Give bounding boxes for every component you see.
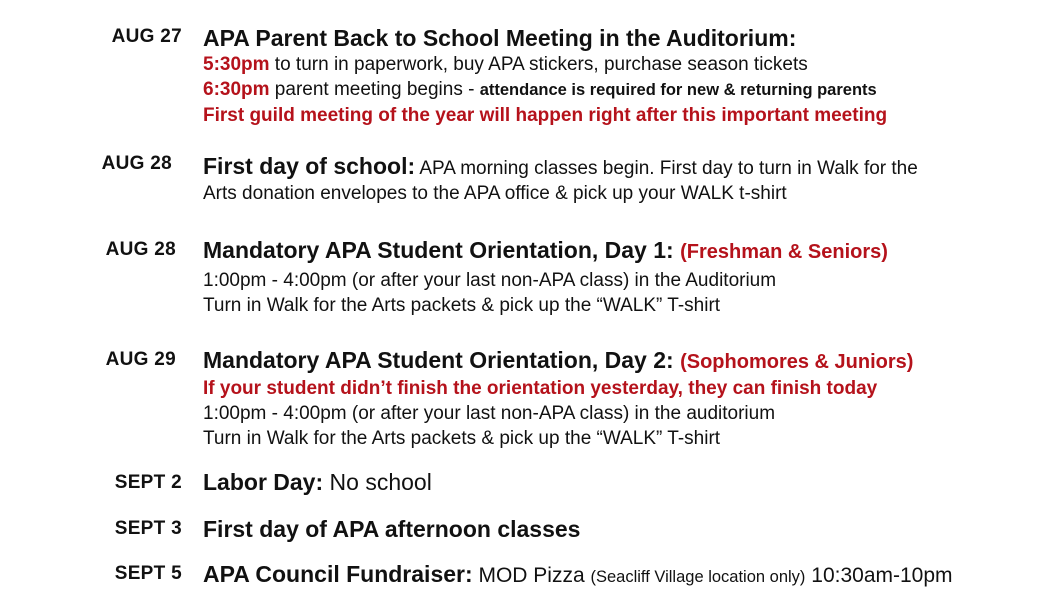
event-note: First guild meeting of the year will happen right after this important meeting bbox=[203, 105, 888, 126]
event-detail-text: parent meeting begins - bbox=[269, 79, 480, 100]
event-detail-emphasis: attendance is required for new & returning parents bbox=[479, 81, 877, 99]
event-headline bbox=[203, 468, 1039, 496]
event-detail-line bbox=[203, 52, 1039, 77]
event-title: APA Parent Back to School Meeting in the Auditorium: bbox=[203, 25, 797, 51]
event-time: 5:30pm bbox=[203, 54, 270, 75]
event-date: SEPT 2 bbox=[114, 472, 182, 493]
event-date: AUG 29 bbox=[105, 349, 176, 370]
event-entry bbox=[203, 152, 1039, 206]
event-date: AUG 27 bbox=[111, 26, 182, 47]
event-audience-tag: (Freshman & Seniors) bbox=[680, 241, 888, 263]
event-detail-line: Turn in Walk for the Arts packets & pick up the “WALK” T-shirt bbox=[203, 295, 721, 316]
event-date: AUG 28 bbox=[105, 239, 176, 260]
event-title: APA Council Fundraiser: bbox=[203, 561, 473, 587]
event-headline bbox=[203, 152, 1039, 181]
event-entry bbox=[203, 560, 1039, 591]
event-date: AUG 28 bbox=[101, 153, 172, 174]
event-detail-text: No school bbox=[323, 469, 432, 495]
event-detail-text: MOD Pizza bbox=[472, 564, 591, 587]
event-title-row bbox=[203, 236, 1039, 266]
event-title: Labor Day: bbox=[203, 469, 324, 495]
event-entry bbox=[203, 236, 1039, 318]
event-date: SEPT 3 bbox=[114, 518, 182, 539]
event-time-range: 10:30am-10pm bbox=[805, 564, 953, 587]
event-location-note: (Seacliff Village location only) bbox=[590, 568, 806, 586]
event-audience-tag: (Sophomores & Juniors) bbox=[680, 351, 914, 373]
event-detail-line: Arts donation envelopes to the APA office & pick up your WALK t-shirt bbox=[203, 183, 787, 204]
event-title: Mandatory APA Student Orientation, Day 2: bbox=[203, 347, 681, 373]
event-detail-line bbox=[203, 77, 1039, 103]
event-detail-text: APA morning classes begin. First day to turn in Walk for the bbox=[415, 158, 918, 179]
event-headline bbox=[203, 560, 1039, 591]
event-time: 6:30pm bbox=[203, 79, 270, 100]
event-title-row bbox=[203, 346, 1039, 376]
event-detail-text: to turn in paperwork, buy APA stickers, purchase season tickets bbox=[269, 54, 808, 75]
event-detail-line: 1:00pm - 4:00pm (or after your last non-APA class) in the auditorium bbox=[203, 403, 776, 424]
event-title: Mandatory APA Student Orientation, Day 1: bbox=[203, 237, 681, 263]
event-entry bbox=[203, 346, 1039, 451]
event-detail-line: Turn in Walk for the Arts packets & pick up the “WALK” T-shirt bbox=[203, 428, 721, 449]
event-note: If your student didn’t finish the orientation yesterday, they can finish today bbox=[203, 378, 878, 399]
event-entry bbox=[203, 24, 1039, 128]
event-title: First day of school: bbox=[203, 153, 416, 179]
event-entry bbox=[203, 515, 1039, 543]
event-entry bbox=[203, 468, 1039, 496]
event-date: SEPT 5 bbox=[114, 563, 182, 584]
event-detail-line: 1:00pm - 4:00pm (or after your last non-APA class) in the Auditorium bbox=[203, 270, 777, 291]
event-title: First day of APA afternoon classes bbox=[203, 516, 581, 542]
